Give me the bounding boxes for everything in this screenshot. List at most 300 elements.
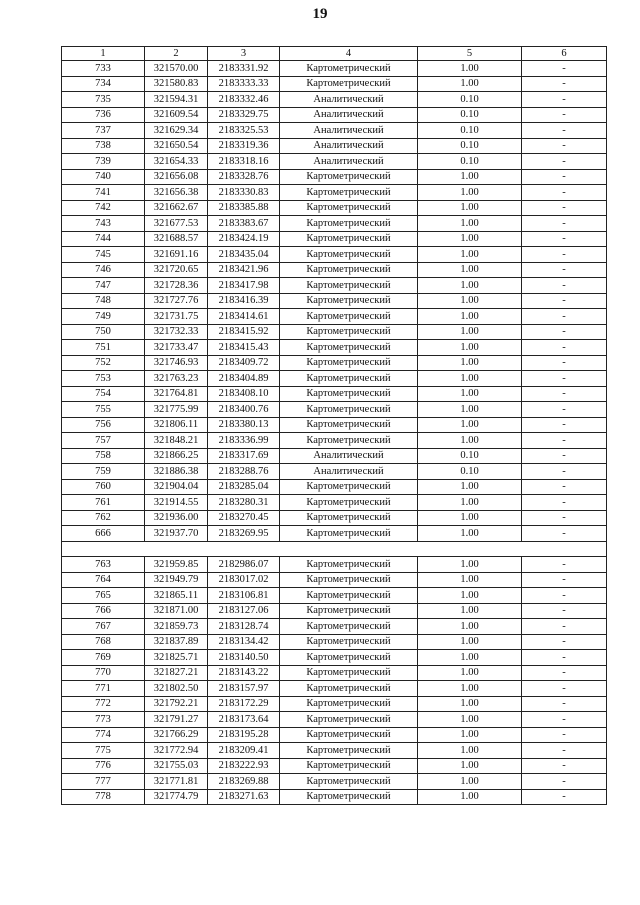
cell-accuracy: 1.00 <box>418 340 522 356</box>
cell-coord-x: 321865.11 <box>145 588 208 604</box>
cell-point-number: 766 <box>62 603 145 619</box>
cell-note: - <box>522 510 607 526</box>
cell-method: Картометрический <box>280 293 418 309</box>
cell-point-number: 739 <box>62 154 145 170</box>
cell-coord-x: 321688.57 <box>145 231 208 247</box>
table-row <box>62 154 607 170</box>
cell-accuracy: 1.00 <box>418 588 522 604</box>
table-row <box>62 340 607 356</box>
cell-method: Картометрический <box>280 758 418 774</box>
cell-note: - <box>522 712 607 728</box>
cell-coord-x: 321746.93 <box>145 355 208 371</box>
table-row <box>62 712 607 728</box>
cell-method: Картометрический <box>280 619 418 635</box>
cell-coord-x: 321775.99 <box>145 402 208 418</box>
table-row <box>62 696 607 712</box>
cell-method: Картометрический <box>280 789 418 805</box>
cell-coord-x: 321792.21 <box>145 696 208 712</box>
cell-method: Картометрический <box>280 61 418 77</box>
header-col-4: 4 <box>280 47 418 61</box>
cell-point-number: 778 <box>62 789 145 805</box>
cell-accuracy: 1.00 <box>418 216 522 232</box>
cell-note: - <box>522 123 607 139</box>
cell-coord-x: 321959.85 <box>145 557 208 573</box>
cell-point-number: 752 <box>62 355 145 371</box>
cell-method: Аналитический <box>280 448 418 464</box>
cell-accuracy: 1.00 <box>418 278 522 294</box>
cell-point-number: 738 <box>62 138 145 154</box>
cell-method: Аналитический <box>280 464 418 480</box>
cell-coord-x: 321774.79 <box>145 789 208 805</box>
cell-note: - <box>522 572 607 588</box>
table-row <box>62 557 607 573</box>
cell-note: - <box>522 634 607 650</box>
cell-point-number: 771 <box>62 681 145 697</box>
header-col-1: 1 <box>62 47 145 61</box>
cell-method: Картометрический <box>280 665 418 681</box>
cell-coord-y: 2183288.76 <box>208 464 280 480</box>
cell-method: Картометрический <box>280 169 418 185</box>
cell-method: Картометрический <box>280 557 418 573</box>
table-row <box>62 510 607 526</box>
cell-accuracy: 1.00 <box>418 355 522 371</box>
table-row <box>62 386 607 402</box>
cell-point-number: 763 <box>62 557 145 573</box>
cell-point-number: 736 <box>62 107 145 123</box>
cell-point-number: 743 <box>62 216 145 232</box>
header-col-3: 3 <box>208 47 280 61</box>
cell-method: Картометрический <box>280 696 418 712</box>
cell-method: Картометрический <box>280 712 418 728</box>
table-row <box>62 619 607 635</box>
cell-note: - <box>522 681 607 697</box>
cell-point-number: 769 <box>62 650 145 666</box>
cell-coord-y: 2183318.16 <box>208 154 280 170</box>
cell-note: - <box>522 619 607 635</box>
cell-accuracy: 1.00 <box>418 324 522 340</box>
cell-method: Картометрический <box>280 510 418 526</box>
header-col-5: 5 <box>418 47 522 61</box>
table-row <box>62 433 607 449</box>
table-row <box>62 402 607 418</box>
table-row <box>62 231 607 247</box>
cell-method: Картометрический <box>280 588 418 604</box>
cell-method: Аналитический <box>280 107 418 123</box>
cell-coord-y: 2183424.19 <box>208 231 280 247</box>
cell-method: Картометрический <box>280 743 418 759</box>
cell-accuracy: 0.10 <box>418 138 522 154</box>
cell-coord-x: 321609.54 <box>145 107 208 123</box>
cell-accuracy: 1.00 <box>418 262 522 278</box>
cell-coord-y: 2183415.92 <box>208 324 280 340</box>
cell-accuracy: 1.00 <box>418 402 522 418</box>
table-row <box>62 216 607 232</box>
table-row <box>62 448 607 464</box>
cell-coord-y: 2183385.88 <box>208 200 280 216</box>
cell-point-number: 744 <box>62 231 145 247</box>
table-row <box>62 758 607 774</box>
cell-note: - <box>522 696 607 712</box>
cell-method: Картометрический <box>280 603 418 619</box>
cell-method: Картометрический <box>280 247 418 263</box>
page-number: 19 <box>312 6 328 22</box>
cell-method: Картометрический <box>280 681 418 697</box>
cell-coord-y: 2183285.04 <box>208 479 280 495</box>
cell-method: Картометрический <box>280 433 418 449</box>
cell-method: Картометрический <box>280 324 418 340</box>
cell-point-number: 768 <box>62 634 145 650</box>
cell-coord-x: 321650.54 <box>145 138 208 154</box>
table-row <box>62 479 607 495</box>
cell-accuracy: 1.00 <box>418 386 522 402</box>
cell-accuracy: 1.00 <box>418 495 522 511</box>
table-row <box>62 495 607 511</box>
table-row <box>62 61 607 77</box>
cell-accuracy: 1.00 <box>418 619 522 635</box>
cell-coord-x: 321937.70 <box>145 526 208 542</box>
cell-coord-x: 321859.73 <box>145 619 208 635</box>
table-row <box>62 262 607 278</box>
cell-method: Аналитический <box>280 138 418 154</box>
cell-method: Картометрический <box>280 572 418 588</box>
table-row <box>62 789 607 805</box>
cell-accuracy: 0.10 <box>418 448 522 464</box>
cell-coord-y: 2183143.22 <box>208 665 280 681</box>
cell-coord-y: 2183414.61 <box>208 309 280 325</box>
cell-method: Картометрический <box>280 495 418 511</box>
cell-note: - <box>522 448 607 464</box>
cell-coord-x: 321848.21 <box>145 433 208 449</box>
cell-method: Картометрический <box>280 479 418 495</box>
cell-accuracy: 1.00 <box>418 557 522 573</box>
cell-coord-x: 321733.47 <box>145 340 208 356</box>
cell-note: - <box>522 200 607 216</box>
cell-coord-y: 2183317.69 <box>208 448 280 464</box>
cell-accuracy: 1.00 <box>418 572 522 588</box>
cell-accuracy: 1.00 <box>418 231 522 247</box>
table-body <box>62 61 607 805</box>
cell-note: - <box>522 262 607 278</box>
cell-note: - <box>522 402 607 418</box>
cell-point-number: 775 <box>62 743 145 759</box>
cell-note: - <box>522 433 607 449</box>
cell-note: - <box>522 340 607 356</box>
cell-note: - <box>522 138 607 154</box>
cell-point-number: 774 <box>62 727 145 743</box>
cell-point-number: 747 <box>62 278 145 294</box>
cell-note: - <box>522 789 607 805</box>
cell-coord-y: 2183173.64 <box>208 712 280 728</box>
table-row <box>62 293 607 309</box>
cell-accuracy: 1.00 <box>418 603 522 619</box>
table-row <box>62 650 607 666</box>
cell-coord-x: 321732.33 <box>145 324 208 340</box>
cell-coord-x: 321677.53 <box>145 216 208 232</box>
cell-coord-x: 321728.36 <box>145 278 208 294</box>
cell-point-number: 757 <box>62 433 145 449</box>
cell-method: Картометрический <box>280 278 418 294</box>
cell-note: - <box>522 247 607 263</box>
cell-point-number: 770 <box>62 665 145 681</box>
cell-point-number: 666 <box>62 526 145 542</box>
cell-note: - <box>522 231 607 247</box>
table-row <box>62 417 607 433</box>
cell-coord-y: 2183319.36 <box>208 138 280 154</box>
table-row <box>62 603 607 619</box>
cell-note: - <box>522 727 607 743</box>
cell-point-number: 748 <box>62 293 145 309</box>
cell-point-number: 734 <box>62 76 145 92</box>
cell-coord-y: 2183017.02 <box>208 572 280 588</box>
cell-coord-y: 2183325.53 <box>208 123 280 139</box>
cell-accuracy: 1.00 <box>418 758 522 774</box>
table-row <box>62 371 607 387</box>
cell-accuracy: 0.10 <box>418 154 522 170</box>
cell-note: - <box>522 557 607 573</box>
cell-coord-x: 321772.94 <box>145 743 208 759</box>
cell-coord-y: 2183209.41 <box>208 743 280 759</box>
table-row <box>62 185 607 201</box>
cell-coord-y: 2183421.96 <box>208 262 280 278</box>
cell-coord-y: 2183332.46 <box>208 92 280 108</box>
cell-accuracy: 1.00 <box>418 247 522 263</box>
cell-point-number: 750 <box>62 324 145 340</box>
table-row <box>62 76 607 92</box>
cell-coord-y: 2183330.83 <box>208 185 280 201</box>
cell-coord-y: 2183416.39 <box>208 293 280 309</box>
cell-coord-x: 321691.16 <box>145 247 208 263</box>
cell-coord-y: 2183328.76 <box>208 169 280 185</box>
cell-method: Картометрический <box>280 727 418 743</box>
cell-coord-x: 321656.08 <box>145 169 208 185</box>
cell-accuracy: 1.00 <box>418 293 522 309</box>
cell-note: - <box>522 371 607 387</box>
cell-note: - <box>522 743 607 759</box>
cell-accuracy: 1.00 <box>418 743 522 759</box>
cell-coord-y: 2183415.43 <box>208 340 280 356</box>
cell-coord-x: 321763.23 <box>145 371 208 387</box>
cell-accuracy: 1.00 <box>418 61 522 77</box>
cell-coord-y: 2183195.28 <box>208 727 280 743</box>
cell-coord-y: 2183140.50 <box>208 650 280 666</box>
table-row <box>62 634 607 650</box>
table-row <box>62 665 607 681</box>
cell-point-number: 742 <box>62 200 145 216</box>
table-gap-row <box>62 541 607 557</box>
cell-method: Картометрический <box>280 371 418 387</box>
cell-note: - <box>522 324 607 340</box>
cell-coord-x: 321771.81 <box>145 774 208 790</box>
cell-coord-y: 2183127.06 <box>208 603 280 619</box>
cell-point-number: 746 <box>62 262 145 278</box>
cell-point-number: 759 <box>62 464 145 480</box>
cell-coord-x: 321570.00 <box>145 61 208 77</box>
gap-cell <box>62 541 607 557</box>
cell-accuracy: 1.00 <box>418 479 522 495</box>
cell-coord-y: 2183269.88 <box>208 774 280 790</box>
cell-accuracy: 1.00 <box>418 169 522 185</box>
cell-coord-y: 2183383.67 <box>208 216 280 232</box>
cell-note: - <box>522 386 607 402</box>
cell-coord-x: 321871.00 <box>145 603 208 619</box>
cell-coord-x: 321720.65 <box>145 262 208 278</box>
cell-method: Картометрический <box>280 417 418 433</box>
cell-note: - <box>522 603 607 619</box>
cell-point-number: 741 <box>62 185 145 201</box>
cell-point-number: 745 <box>62 247 145 263</box>
cell-coord-y: 2183157.97 <box>208 681 280 697</box>
cell-coord-x: 321580.83 <box>145 76 208 92</box>
cell-note: - <box>522 278 607 294</box>
table-row <box>62 92 607 108</box>
cell-coord-x: 321837.89 <box>145 634 208 650</box>
cell-point-number: 756 <box>62 417 145 433</box>
table-row <box>62 774 607 790</box>
coordinates-table <box>61 46 607 805</box>
cell-method: Аналитический <box>280 92 418 108</box>
cell-coord-x: 321802.50 <box>145 681 208 697</box>
cell-note: - <box>522 665 607 681</box>
cell-note: - <box>522 417 607 433</box>
cell-coord-y: 2183329.75 <box>208 107 280 123</box>
cell-coord-x: 321914.55 <box>145 495 208 511</box>
table-row <box>62 123 607 139</box>
cell-accuracy: 1.00 <box>418 774 522 790</box>
cell-method: Картометрический <box>280 262 418 278</box>
cell-point-number: 760 <box>62 479 145 495</box>
cell-coord-y: 2183280.31 <box>208 495 280 511</box>
cell-note: - <box>522 61 607 77</box>
cell-coord-y: 2183134.42 <box>208 634 280 650</box>
cell-coord-y: 2183270.45 <box>208 510 280 526</box>
table-row <box>62 355 607 371</box>
cell-coord-x: 321866.25 <box>145 448 208 464</box>
table-row <box>62 681 607 697</box>
cell-coord-x: 321764.81 <box>145 386 208 402</box>
table-row <box>62 247 607 263</box>
cell-accuracy: 1.00 <box>418 789 522 805</box>
cell-accuracy: 1.00 <box>418 371 522 387</box>
cell-accuracy: 1.00 <box>418 727 522 743</box>
cell-coord-y: 2183336.99 <box>208 433 280 449</box>
cell-accuracy: 1.00 <box>418 417 522 433</box>
table-row <box>62 743 607 759</box>
cell-accuracy: 0.10 <box>418 107 522 123</box>
cell-coord-x: 321662.67 <box>145 200 208 216</box>
cell-coord-y: 2183400.76 <box>208 402 280 418</box>
cell-note: - <box>522 758 607 774</box>
table-row <box>62 526 607 542</box>
cell-coord-x: 321654.33 <box>145 154 208 170</box>
cell-accuracy: 0.10 <box>418 464 522 480</box>
cell-coord-x: 321886.38 <box>145 464 208 480</box>
cell-note: - <box>522 185 607 201</box>
cell-accuracy: 1.00 <box>418 696 522 712</box>
cell-note: - <box>522 107 607 123</box>
cell-method: Картометрический <box>280 76 418 92</box>
cell-method: Аналитический <box>280 154 418 170</box>
cell-accuracy: 1.00 <box>418 309 522 325</box>
cell-note: - <box>522 76 607 92</box>
cell-note: - <box>522 774 607 790</box>
cell-accuracy: 1.00 <box>418 200 522 216</box>
cell-point-number: 765 <box>62 588 145 604</box>
table-row <box>62 309 607 325</box>
table-row <box>62 278 607 294</box>
cell-note: - <box>522 464 607 480</box>
cell-note: - <box>522 526 607 542</box>
cell-coord-x: 321766.29 <box>145 727 208 743</box>
cell-coord-x: 321755.03 <box>145 758 208 774</box>
cell-point-number: 735 <box>62 92 145 108</box>
cell-point-number: 733 <box>62 61 145 77</box>
cell-point-number: 773 <box>62 712 145 728</box>
header-col-6: 6 <box>522 47 607 61</box>
cell-note: - <box>522 355 607 371</box>
cell-note: - <box>522 216 607 232</box>
cell-method: Картометрический <box>280 650 418 666</box>
cell-accuracy: 1.00 <box>418 665 522 681</box>
cell-method: Картометрический <box>280 216 418 232</box>
cell-point-number: 764 <box>62 572 145 588</box>
cell-coord-x: 321727.76 <box>145 293 208 309</box>
cell-accuracy: 0.10 <box>418 92 522 108</box>
cell-coord-y: 2183271.63 <box>208 789 280 805</box>
cell-note: - <box>522 650 607 666</box>
cell-point-number: 753 <box>62 371 145 387</box>
table-row <box>62 572 607 588</box>
cell-note: - <box>522 169 607 185</box>
cell-coord-x: 321936.00 <box>145 510 208 526</box>
cell-point-number: 755 <box>62 402 145 418</box>
cell-point-number: 749 <box>62 309 145 325</box>
cell-method: Аналитический <box>280 123 418 139</box>
cell-coord-x: 321629.34 <box>145 123 208 139</box>
cell-coord-x: 321594.31 <box>145 92 208 108</box>
cell-coord-x: 321949.79 <box>145 572 208 588</box>
cell-accuracy: 1.00 <box>418 526 522 542</box>
cell-coord-x: 321904.04 <box>145 479 208 495</box>
cell-point-number: 777 <box>62 774 145 790</box>
cell-coord-y: 2183404.89 <box>208 371 280 387</box>
cell-coord-y: 2183106.81 <box>208 588 280 604</box>
cell-point-number: 740 <box>62 169 145 185</box>
cell-accuracy: 1.00 <box>418 510 522 526</box>
cell-accuracy: 1.00 <box>418 681 522 697</box>
cell-method: Картометрический <box>280 200 418 216</box>
cell-point-number: 751 <box>62 340 145 356</box>
cell-note: - <box>522 495 607 511</box>
table-row <box>62 324 607 340</box>
cell-coord-x: 321656.38 <box>145 185 208 201</box>
cell-point-number: 762 <box>62 510 145 526</box>
table-row <box>62 169 607 185</box>
cell-point-number: 758 <box>62 448 145 464</box>
cell-method: Картометрический <box>280 386 418 402</box>
cell-note: - <box>522 588 607 604</box>
cell-coord-y: 2183435.04 <box>208 247 280 263</box>
cell-note: - <box>522 479 607 495</box>
cell-method: Картометрический <box>280 774 418 790</box>
cell-coord-y: 2183331.92 <box>208 61 280 77</box>
cell-accuracy: 1.00 <box>418 712 522 728</box>
cell-note: - <box>522 92 607 108</box>
cell-point-number: 737 <box>62 123 145 139</box>
table-row <box>62 588 607 604</box>
cell-coord-x: 321731.75 <box>145 309 208 325</box>
cell-accuracy: 1.00 <box>418 76 522 92</box>
table-row <box>62 107 607 123</box>
